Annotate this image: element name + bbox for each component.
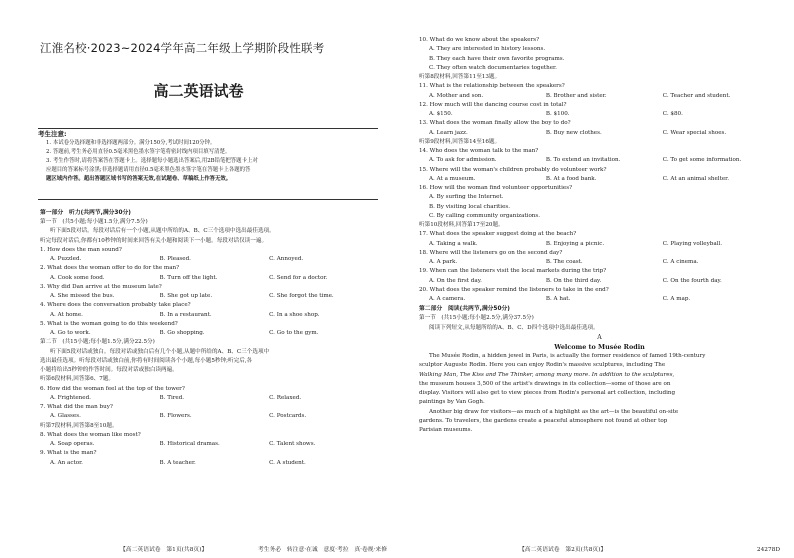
option-c: C. At an animal shelter. [662,175,729,182]
question-options [40,292,379,301]
passage-line: the museum houses 3,500 of the artist's drawings in its collection—some of those are on [419,380,671,387]
question-options [40,311,379,320]
material-heading: 听第7段材料,回答第8至10题。 [40,422,118,429]
option-a: A. At home. [50,311,83,318]
option-c: C. To get some information. [662,157,742,164]
section-heading: 第一节 (共15小题;每小题2.5分,满分37.5分) [419,315,534,322]
passage-line: sculptor Auguste Rodin. Here you can enjoy Rodin's massive sculptures, including The [419,362,666,369]
option-c: C. A cinema. [662,259,699,265]
question-options [40,412,379,421]
question-4: 4. Where does the conversation probably take place? [40,302,191,309]
option-b: B. The coast. [545,259,583,265]
option-c: C. $80. [662,111,683,117]
option-a: A. To ask for admission. [429,157,497,164]
passage-letter: A [597,333,602,341]
option-a: A. $150. [429,111,453,117]
option-b: B. At a food bank. [545,175,597,182]
option-c: C. Teacher and student. [662,92,731,99]
option-b: B. She got up late. [159,293,213,299]
question-16: 16. How will the woman find volunteer opportunities? [419,185,573,191]
passage-line: paintings by Van Gogh. [419,399,485,406]
question-14: 14. Who does the woman talk to the man? [419,148,539,154]
option-b: B. A teacher. [159,459,196,466]
question-6: 6. How did the woman feel at the top of the tower? [40,385,185,392]
option-b: B. Go shopping. [159,330,205,336]
option-b: B. To extend an invitation. [545,157,621,164]
option-a: A. Puzzled. [50,256,82,262]
option-c: C. Playing volleyball. [662,240,723,247]
option-b: B. Enjoying a picnic. [545,240,605,247]
question-12: 12. How much will the dancing course cost in total? [419,101,567,108]
option-b: B. Flowers. [159,413,192,420]
option-b: B. In a restaurant. [159,311,212,318]
passage-line: Parisian museums. [419,427,473,433]
question-options [419,92,780,101]
option-a: A. By surfing the Internet. [429,194,504,201]
option-c: C. Wear special shoes. [662,129,727,136]
question-19: 19. When can the listeners visit the local markets during the trip? [419,268,607,275]
option-a: A. Glasses. [50,413,81,420]
notice-item: 2. 答题前,考生务必用直径0.5毫米黑色墨水签字笔将密封线内项目填写清楚。 [46,149,231,155]
section-instructions: 阅读下列短文,从每题所给的A、B、C、D四个选项中选出最佳选项。 [429,324,599,331]
candidate-notice [38,128,378,200]
notice-heading: 考生注意: [38,130,67,138]
question-9: 9. What is the man? [40,450,97,457]
passage-line: Another big draw for visitors—as much of a highlight as the art—is the beautiful on-site [429,408,679,415]
option-a: A. Soap operas. [50,441,95,447]
question-8: 8. What does the woman like most? [40,431,141,438]
option-a: A. On the first day. [429,277,482,284]
right-page [397,0,794,558]
option-b: B. $100. [545,111,570,117]
option-c: C. Talent shows. [269,441,316,447]
page-footer: 【高二英语试卷 第2页(共8页)】 [519,547,607,553]
option-c: C. By calling community organizations. [429,212,541,219]
option-a: A. Go to work. [50,330,91,336]
notice-item: 题区域内作答。超出答题区域书写的答案无效,在试题卷、草稿纸上作答无效。 [46,176,232,182]
option-b: B. Buy new clothes. [545,129,602,136]
question-1: 1. How does the man sound? [40,246,122,253]
question-5: 5. What is the woman going to do this weekend? [40,320,178,327]
option-b: B. They each have their own favorite programs. [429,55,565,62]
section-heading: 第二节 (共15小题;每小题1.5分,满分22.5分) [40,339,155,346]
exam-main-title: 高二英语试卷 [153,82,244,100]
question-options [40,459,379,468]
option-c: C. Postcards. [269,413,307,420]
option-c: C. A map. [662,296,691,302]
option-a: A. Taking a walk. [429,240,478,247]
option-b: B. Tired. [159,394,185,401]
option-c: C. She forgot the time. [269,293,334,299]
question-options [40,394,379,403]
section-instructions: 听下面5段对话。每段对话后有一个小题,从题中所给的A、B、C三个选项中选出最佳选项。 [50,228,275,235]
option-b: B. A hat. [545,296,571,302]
option-a: A. A park. [429,259,458,265]
part-heading: 第一部分 听力(共两节,满分30分) [40,210,131,216]
passage-title: Welcome to Musée Rodin [554,343,645,351]
option-a: A. Mother and son. [429,92,484,99]
option-c: C. Send for a doctor. [269,274,328,281]
option-c: C. Go to the gym. [269,330,319,336]
option-b: B. By visiting local charities. [429,203,511,210]
option-c: C. A student. [269,459,306,466]
material-heading: 听第10段材料,回答第17至20题。 [419,222,504,228]
option-a: A. They are interested in history lessons. [429,46,546,53]
question-18: 18. Where will the listeners go on the second day? [419,249,563,256]
option-b: B. Turn off the light. [159,274,218,281]
question-options [40,274,379,283]
question-options [419,240,780,249]
question-13: 13. What does the woman finally allow the boy to do? [419,120,571,127]
question-20: 20. What does the speaker remind the listeners to take in the end? [419,286,609,293]
exam-header-title: 江淮名校·2023~2024学年高二年级上学期阶段性联考 [40,41,325,55]
option-a: A. She missed the bus. [50,293,115,299]
question-options [419,277,780,286]
option-c: C. Relaxed. [269,394,302,401]
section-instructions: 小题将给出5秒钟的作答时间。每段对话或独白读两遍。 [40,367,178,373]
option-b: B. Pleased. [159,256,191,262]
notice-item: 应题目的答案标号涂黑;非选择题请用直径0.5毫米黑色墨水签字笔在答题卡上各题的答 [46,167,251,173]
question-options [40,255,379,264]
question-15: 15. Where will the woman's children probably do volunteer work? [419,166,607,173]
right-column [419,36,780,435]
option-a: A. Learn jazz. [429,129,468,136]
option-a: A. Frightened. [50,394,91,401]
question-17: 17. What does the speaker suggest doing at the beach? [419,231,577,238]
option-c: C. They often watch documentaries together. [429,64,557,71]
section-instructions: 选出最佳选项。听每段对话或独白前,你将有时间阅读各个小题,每小题5秒钟;听完后,各 [40,357,253,364]
option-a: A. Cook some food. [50,274,105,281]
material-heading: 听第6段材料,回答第6、7题。 [40,376,114,383]
material-heading: 听第9段材料,回答第14至16题。 [419,138,501,145]
section-instructions: 听完每段对话后,你都有10秒钟的时间来回答有关小题和阅读下一小题。每段对话仅读一遍。 [40,237,268,244]
question-11: 11. What is the relationship between the speakers? [419,83,565,90]
option-b: B. Historical dramas. [159,441,220,447]
option-c: C. In a shoe shop. [269,311,320,318]
question-options [40,329,379,338]
option-a: A. At a museum. [429,175,476,182]
notice-item: 1. 本试卷分选择题和非选择题两部分。满分150分,考试时间120分钟。 [46,140,216,146]
passage-line: display. Visitors will also get to view pieces from Rodin's personal art collection, including [419,390,676,396]
question-10: 10. What do we know about the speakers? [419,37,540,43]
page-footer: 【高二英语试卷 第1页(共8页)】 [120,547,208,553]
question-options [419,129,780,138]
question-options [40,440,379,449]
section-instructions: 听下面5段对话或独白。每段对话或独白后有几个小题,从题中所给的A、B、C三个选项中 [50,348,270,355]
option-c: C. Annoyed. [269,256,304,262]
footer-slogan: 考生务必 转注意·在诚 意度·考拉 真·卷规·来修 [257,547,387,553]
option-b: B. On the third day. [545,277,602,284]
exam-code: 24278D [756,547,780,553]
section-heading: 第一节 (共5小题;每小题1.5分,满分7.5分) [40,219,148,225]
question-options [419,175,780,184]
part-heading: 第二部分 阅读(共两节,满分50分) [419,306,510,313]
passage-line: Walking Man, The Kiss and The Thinker, among many more. In addition to the sculptures, [419,371,675,378]
option-a: A. A camera. [429,296,466,302]
question-7: 7. What did the man buy? [40,404,113,410]
question-3: 3. Why did Dan arrive at the museum late? [40,283,162,290]
notice-item: 3. 考生作答时,请将答案答在答题卡上。选择题每小题选出答案后,用2B铅笔把答题卡上对 [46,158,258,164]
listening-section [40,208,379,468]
option-a: A. An actor. [50,459,83,466]
question-options [419,156,780,165]
passage-line: The Musée Rodin, a hidden jewel in Paris, is actually the former residence of famed 19th-century [429,353,706,359]
question-2: 2. What does the woman offer to do for the man? [40,265,180,272]
question-options [419,258,780,267]
option-b: B. Brother and sister. [545,92,607,99]
question-options [419,110,780,119]
passage-line: gardens. To travelers, the gardens create a peaceful atmosphere not found at other top [419,417,668,424]
option-c: C. On the fourth day. [662,277,722,284]
question-options [419,295,780,304]
material-heading: 听第8段材料,回答第11至13题。 [419,74,501,80]
